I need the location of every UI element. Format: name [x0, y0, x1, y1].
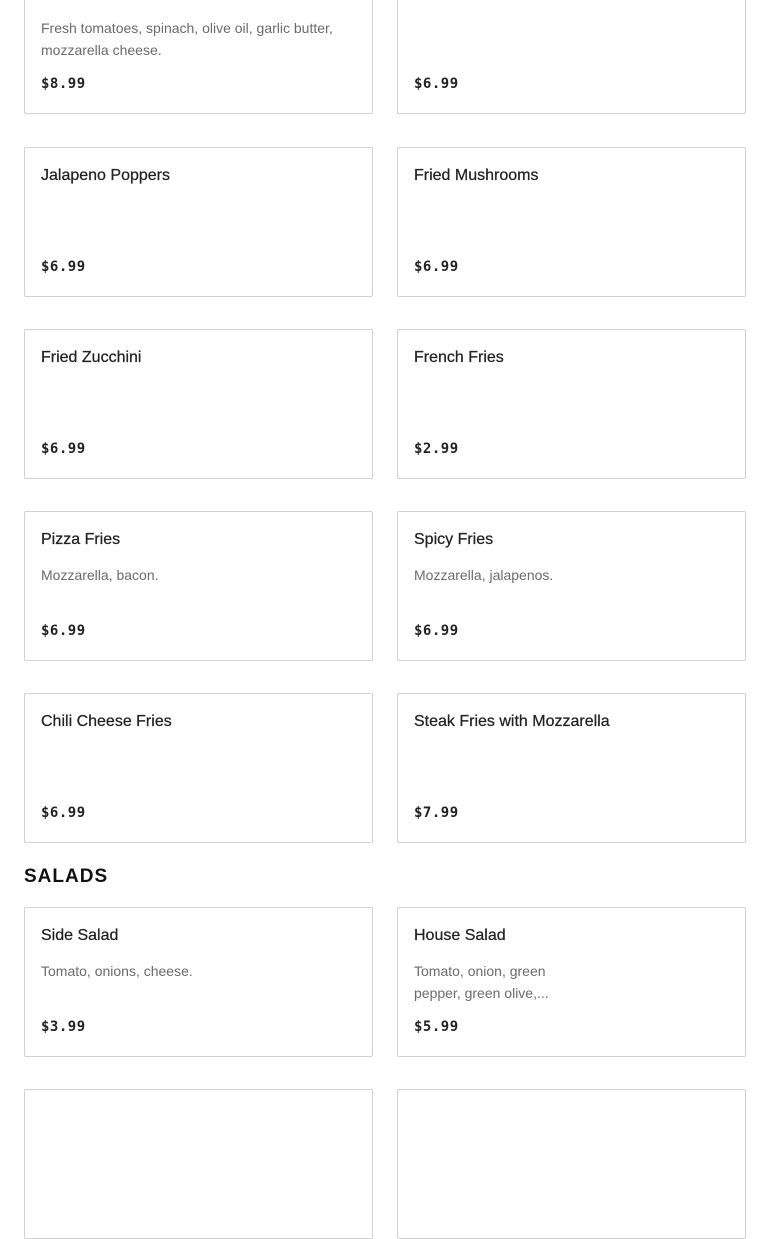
menu-item-price: $6.99 — [41, 259, 86, 275]
menu-item-name: Side Salad — [41, 927, 119, 944]
menu-item-description: Tomato, onions, cheese. — [41, 963, 193, 979]
menu-item-card[interactable] — [397, 1089, 746, 1239]
menu-item-price: $6.99 — [41, 441, 86, 457]
menu-item-description: Tomato, onion, green pepper, green olive,... — [414, 963, 549, 1001]
menu-item-card[interactable] — [24, 1089, 373, 1239]
menu-item-price: $6.99 — [414, 76, 459, 92]
menu-item-price: $7.99 — [414, 805, 459, 821]
menu-item-name: House Salad — [414, 927, 506, 944]
menu-item-card[interactable] — [24, 693, 373, 843]
menu-item-name: Chili Cheese Fries — [41, 713, 172, 730]
menu-item-price: $6.99 — [414, 623, 459, 639]
menu-item-price: $6.99 — [41, 623, 86, 639]
menu-item-card[interactable] — [24, 147, 373, 297]
menu-item-card[interactable] — [24, 0, 373, 114]
menu-item-name: Pizza Fries — [41, 531, 121, 548]
menu-item-description: Mozzarella, bacon. — [41, 567, 159, 583]
menu-item-price: $3.99 — [41, 1019, 86, 1035]
menu-item-name: Fried Zucchini — [41, 349, 142, 366]
menu-item-card[interactable] — [397, 511, 746, 661]
menu-item-description: Fresh tomatoes, spinach, olive oil, garlic butter, mozzarella cheese. — [41, 20, 333, 58]
menu-item-price: $6.99 — [41, 805, 86, 821]
menu-item-name: Spicy Fries — [414, 531, 494, 548]
menu-item-description: Mozzarella, jalapenos. — [414, 567, 554, 583]
menu-item-price: $2.99 — [414, 441, 459, 457]
menu-item-card[interactable] — [397, 907, 746, 1057]
menu-item-price: $5.99 — [414, 1019, 459, 1035]
menu-item-card[interactable] — [397, 0, 746, 114]
menu-item-card[interactable] — [397, 693, 746, 843]
menu-item-price: $6.99 — [414, 259, 459, 275]
menu-item-price: $8.99 — [41, 76, 86, 92]
menu-item-card[interactable] — [24, 329, 373, 479]
menu-item-card[interactable] — [397, 329, 746, 479]
section-heading-salads: SALADS — [24, 866, 109, 887]
menu-item-name: Fried Mushrooms — [414, 167, 539, 184]
menu-item-name: French Fries — [414, 349, 504, 366]
menu-item-card[interactable] — [24, 907, 373, 1057]
menu-item-name: Jalapeno Poppers — [41, 167, 170, 184]
menu-item-card[interactable] — [24, 511, 373, 661]
menu-item-name: Steak Fries with Mozzarella — [414, 713, 610, 730]
menu-item-card[interactable] — [397, 147, 746, 297]
